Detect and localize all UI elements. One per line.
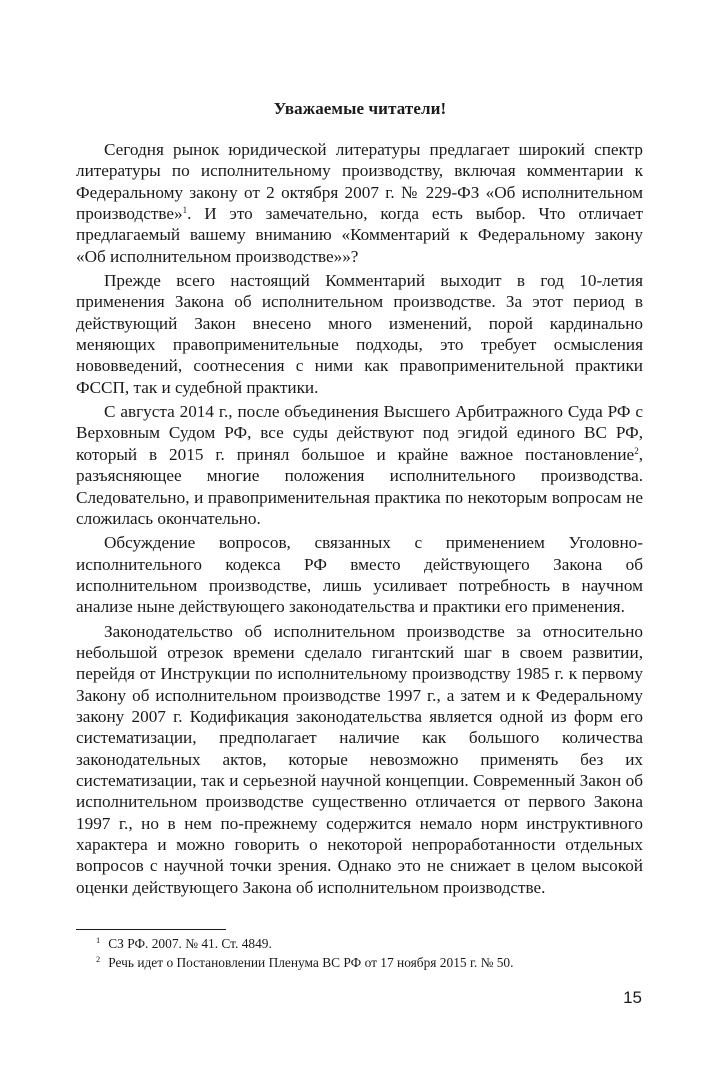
footnote-number: 1 [96,935,101,945]
paragraph-text: С августа 2014 г., после объединения Высшего Арбитражного Суда РФ с Верховным Судом РФ, все суды действуют под эгидой единого ВС РФ, который в 2015 г. принял большое и крайне важное постановление [76,402,643,464]
footnote-reference-2: 2 [634,445,639,456]
paragraph-2: Прежде всего настоящий Комментарий выходит в год 10-летия применения Закона об исполнительном производстве. За этот период в действующий Закон внесено много изменений, порой кардинально меняющих правоприменительные подходы, это требует осмысления нововведений, соотнесения с ними как правоприменительной практики ФССП, так и судебной практики. [76,271,643,397]
paragraph-text-continued: . И это замечательно, когда есть выбор. Что отличает предлагаемый вашему вниманию «Комментарий к Федеральному закону «Об исполнительном производстве»»? [76,204,643,266]
page-number: 15 [623,988,642,1007]
paragraph-5: Законодательство об исполнительном производстве за относительно небольшой отрезок времени сделало гигантский шаг в своем развитии, перейдя от Инструкции по исполнительному производству 1985 г. к первому Закону об исполнительном производстве 1997 г., а затем и к Федеральному закону 2007 г. Кодификация законодательства является одной из форм его систематизации, предполагает наличие как большого количества законодательных актов, которые невозможно применять без их систематизации, так и серьезной научной концепции. Современный Закон об исполнительном производстве существенно отличается от первого Закона 1997 г., но в нем по-прежнему содержится немало норм инструктивного характера и можно говорить о некоторой непроработанности отдельных вопросов с научной точки зрения. Однако это не снижает в целом высокой оценки действующего Закона об исполнительном производстве. [76,621,643,897]
footnote-number: 2 [96,954,101,964]
footnote-1 [96,934,656,953]
paragraph-text: Сегодня рынок юридической литературы предлагает широкий спектр литературы по исполнительному производству, включая комментарии к Федеральному закону от 2 октября 2007 г. № 229-ФЗ «Об исполнительном производстве» [76,140,643,224]
body-text [76,139,643,901]
paragraph-text-continued: , разъясняющее многие положения исполнительного производства. Следовательно, и правоприменительная практика по некоторым вопросам не сложилась окончательно. [76,444,643,528]
page-heading: Уважаемые читатели! [273,99,447,118]
footnotes [96,934,656,972]
footnote-text: СЗ РФ. 2007. № 41. Ст. 4849. [108,936,272,951]
paragraph-4: Обсуждение вопросов, связанных с применением Уголовно-исполнительного кодекса РФ вместо действующего Закона об исполнительном производстве, лишь усиливает потребность в научном анализе ныне действующего законодательства и практики его применения. [76,533,643,617]
footnote-divider [76,929,226,930]
paragraph-1 [76,139,643,267]
footnote-reference-1: 1 [182,205,188,216]
footnote-text: Речь идет о Постановлении Пленума ВС РФ от 17 ноября 2015 г. № 50. [108,955,514,970]
paragraph-3 [76,401,643,529]
footnote-2 [96,953,656,972]
